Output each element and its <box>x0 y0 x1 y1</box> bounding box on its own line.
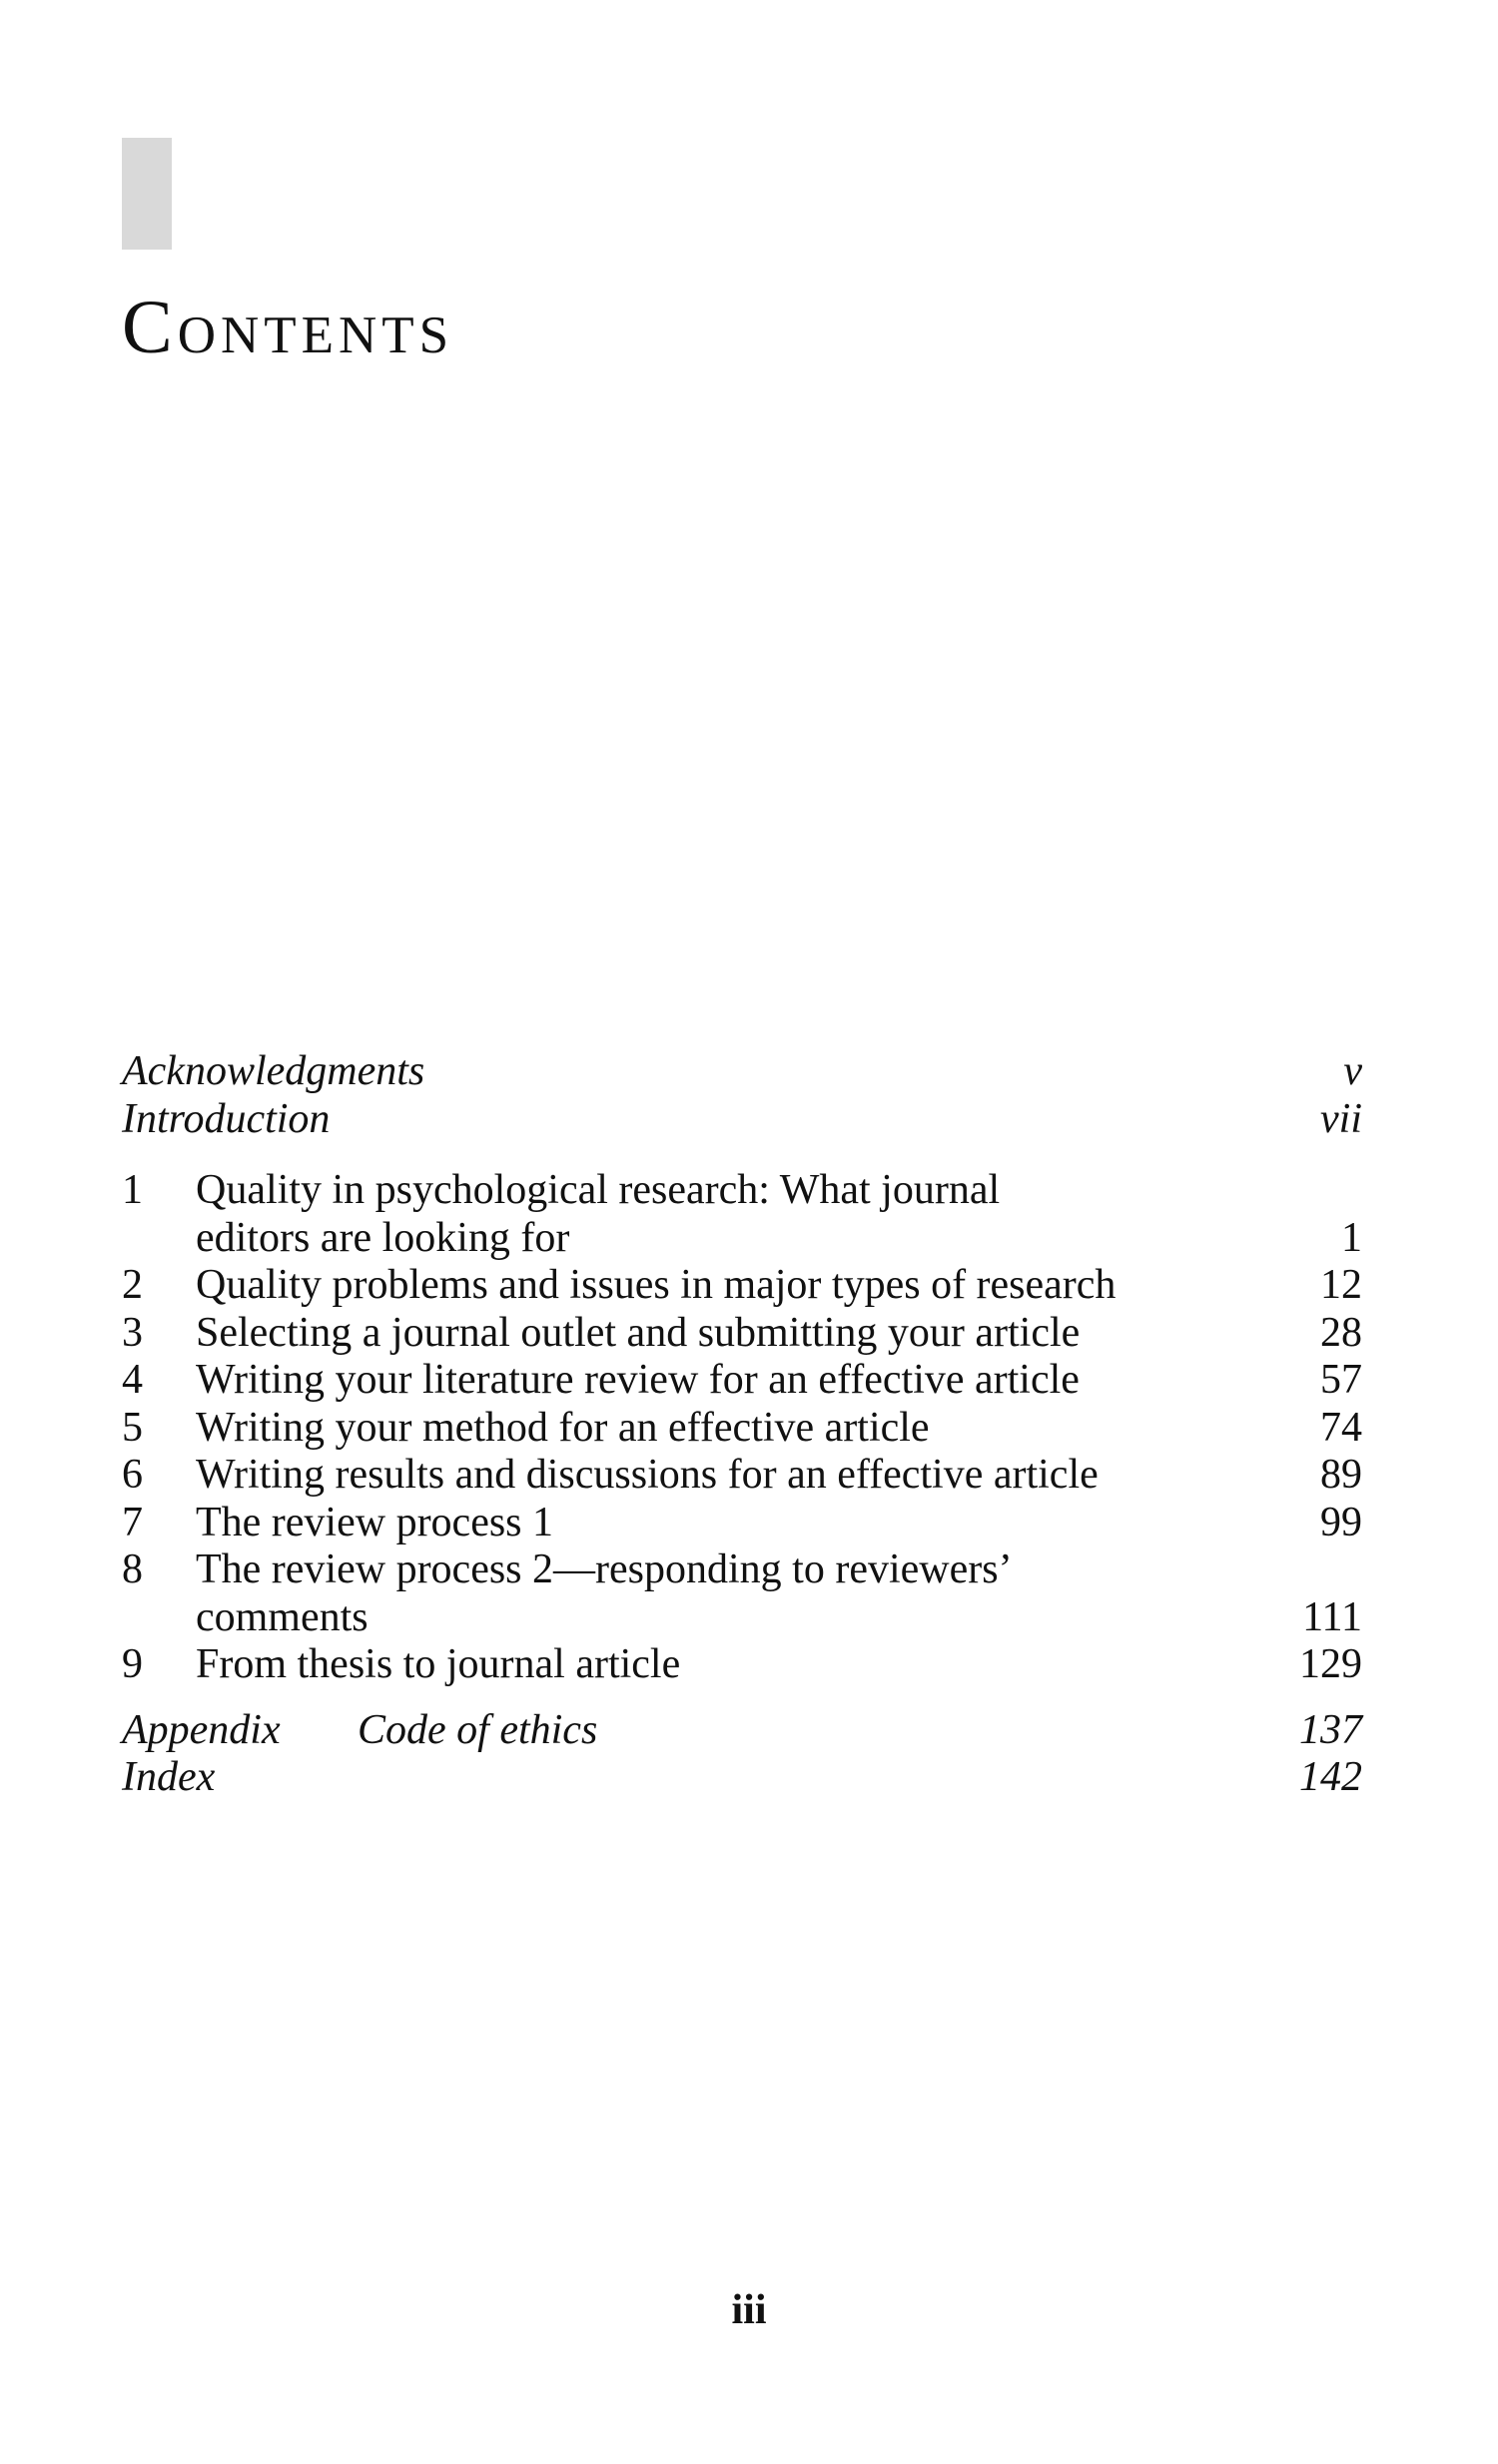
toc-page-number: vii <box>1320 1095 1362 1142</box>
toc-chapter-8-continued[interactable] <box>122 1594 1362 1642</box>
chapter-number: 9 <box>122 1641 143 1687</box>
spacer <box>122 1143 1362 1167</box>
toc-chapter-1-continued[interactable] <box>122 1215 1362 1263</box>
chapter-number: 6 <box>122 1452 143 1498</box>
toc-label: Introduction <box>122 1095 331 1142</box>
spacer <box>122 1689 1362 1707</box>
toc-label: Index <box>122 1754 216 1800</box>
toc-label: Appendix <box>122 1706 281 1753</box>
chapter-title-line: Writing your literature review for an effective article <box>196 1357 1080 1403</box>
chapter-number: 5 <box>122 1404 143 1451</box>
chapter-title-line: Writing results and discussions for an effective article <box>196 1452 1099 1498</box>
toc-page-number: v <box>1343 1048 1362 1094</box>
toc-label: Acknowledgments <box>122 1048 425 1094</box>
toc-chapter-4[interactable] <box>122 1357 1362 1405</box>
toc-page-number: 12 <box>1320 1262 1362 1308</box>
chapter-number: 2 <box>122 1262 143 1308</box>
toc-page-number: 57 <box>1320 1357 1362 1403</box>
toc-chapter-8[interactable] <box>122 1546 1362 1594</box>
toc-chapter-7[interactable] <box>122 1500 1362 1547</box>
chapter-title-line: The review process 2—responding to reviewers’ <box>196 1546 1013 1592</box>
toc-page-number: 74 <box>1320 1404 1362 1451</box>
toc-chapter-1[interactable] <box>122 1167 1362 1215</box>
page-folio: iii <box>731 2287 767 2333</box>
chapter-title-line: Selecting a journal outlet and submitting your article <box>196 1309 1081 1356</box>
chapter-title-line: From thesis to journal article <box>196 1641 681 1687</box>
chapter-title-line: Quality in psychological research: What journal <box>196 1167 1001 1213</box>
toc-page-number: 89 <box>1320 1452 1362 1498</box>
chapter-title-line: Quality problems and issues in major types of research <box>196 1262 1117 1308</box>
page-title: Contents <box>122 286 454 369</box>
chapter-number: 7 <box>122 1499 143 1545</box>
chapter-marker-block <box>122 138 172 250</box>
toc-page-number: 111 <box>1302 1593 1362 1640</box>
toc-page-number: 137 <box>1299 1706 1362 1753</box>
chapter-number: 8 <box>122 1546 143 1592</box>
toc-chapter-3[interactable] <box>122 1310 1362 1358</box>
chapter-title-line: The review process 1 <box>196 1499 554 1545</box>
chapter-title-line: comments <box>196 1593 369 1640</box>
toc-page-number: 129 <box>1299 1641 1362 1687</box>
toc-chapter-6[interactable] <box>122 1452 1362 1500</box>
toc-front-introduction[interactable] <box>122 1096 1362 1144</box>
toc-front-acknowledgments[interactable] <box>122 1048 1362 1096</box>
toc-page-number: 142 <box>1299 1754 1362 1800</box>
chapter-number: 4 <box>122 1357 143 1403</box>
toc-back-appendix[interactable] <box>122 1707 1362 1755</box>
table-of-contents <box>122 1048 1362 1802</box>
chapter-number: 3 <box>122 1309 143 1356</box>
chapter-number: 1 <box>122 1167 143 1213</box>
toc-page-number: 1 <box>1341 1214 1362 1261</box>
toc-page-number: 99 <box>1320 1499 1362 1545</box>
toc-chapter-9[interactable] <box>122 1641 1362 1689</box>
chapter-title-line: editors are looking for <box>196 1214 570 1261</box>
toc-title: Code of ethics <box>358 1706 598 1753</box>
toc-back-index[interactable] <box>122 1754 1362 1802</box>
chapter-title-line: Writing your method for an effective article <box>196 1404 930 1451</box>
toc-chapter-2[interactable] <box>122 1262 1362 1310</box>
toc-page-number: 28 <box>1320 1309 1362 1356</box>
toc-chapter-5[interactable] <box>122 1405 1362 1453</box>
